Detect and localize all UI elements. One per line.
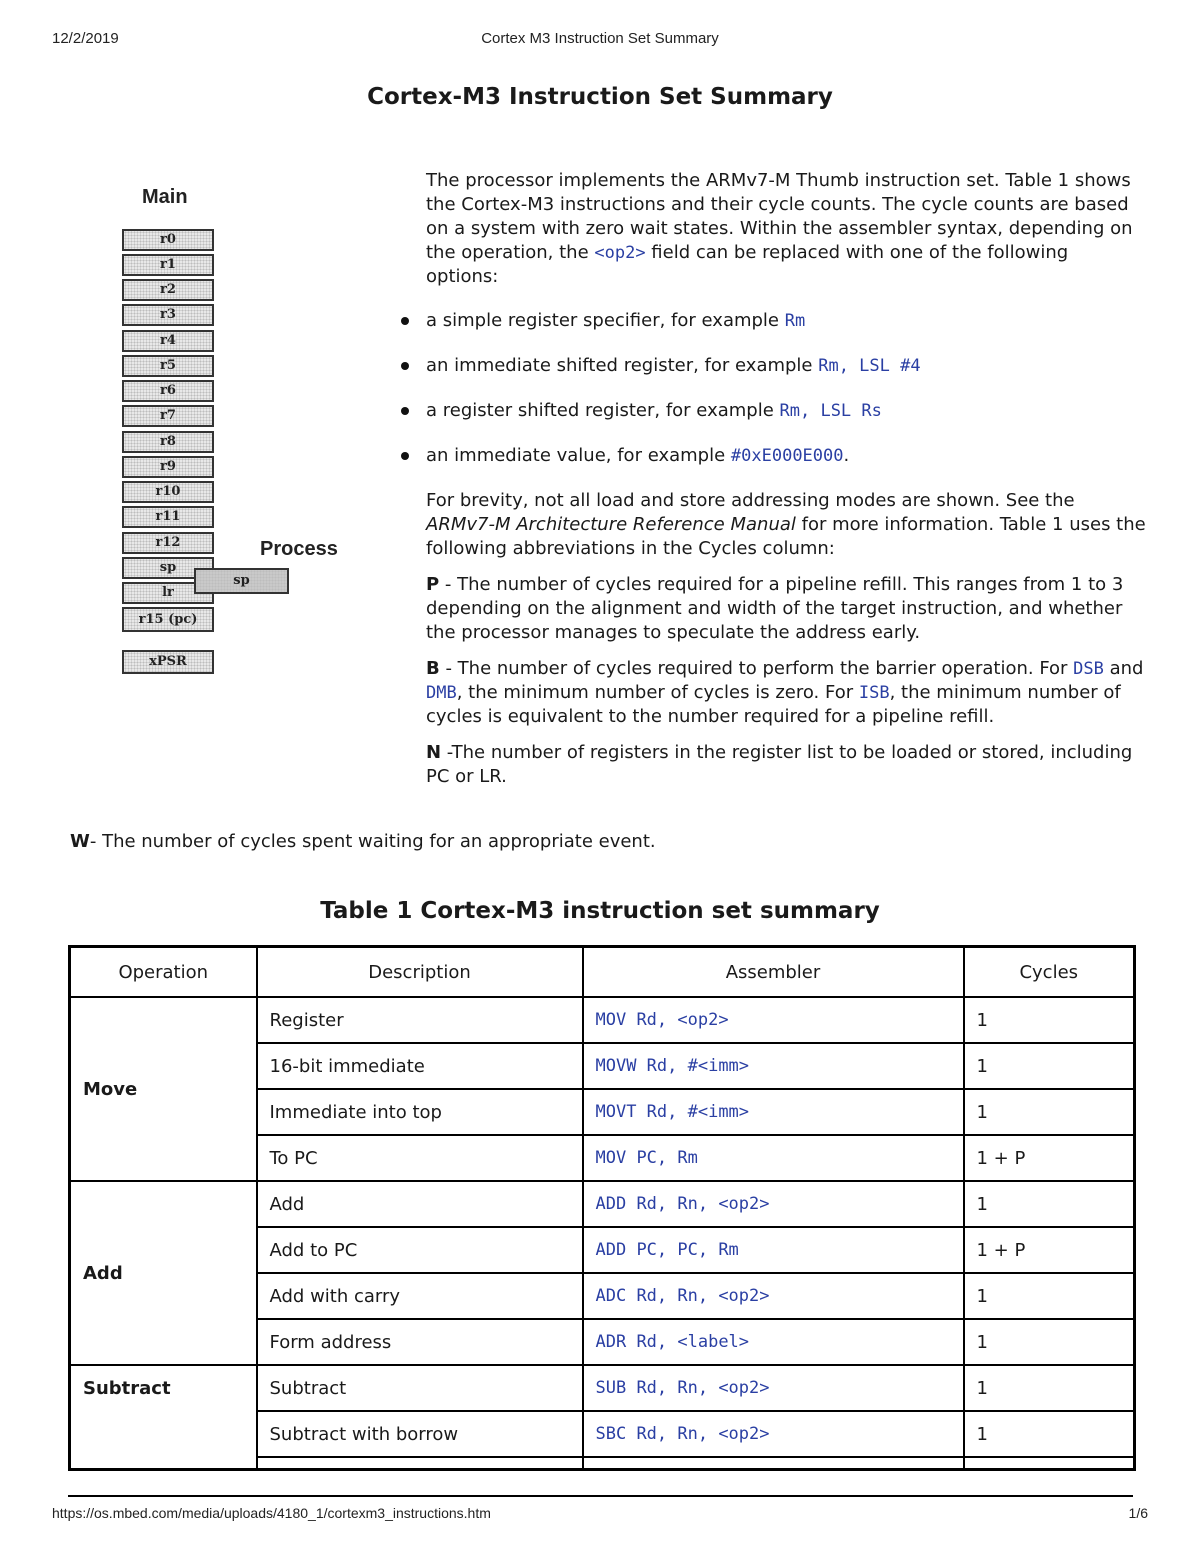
- bullet-code: #0xE000E000: [730, 446, 844, 466]
- register-r2: r2: [122, 279, 214, 301]
- assembler-cell: MOVT Rd, #<imm>: [583, 1089, 964, 1135]
- assembler-cell: ADR Rd, <label>: [583, 1319, 964, 1365]
- register-r9: r9: [122, 456, 214, 478]
- manual-title: ARMv7-M Architecture Reference Manual: [426, 514, 796, 535]
- abbr-p: [426, 573, 1146, 645]
- bullet-icon: [401, 317, 409, 325]
- assembler-cell: MOVW Rd, #<imm>: [583, 1043, 964, 1089]
- description-cell: Add with carry: [257, 1273, 583, 1319]
- isb-code: ISB: [858, 683, 890, 703]
- abbr-n: [426, 741, 1146, 789]
- description-cell: Add: [257, 1181, 583, 1227]
- header-assembler: Assembler: [583, 947, 964, 998]
- assembler-cell: ADD Rd, Rn, <op2>: [583, 1181, 964, 1227]
- abbr-w-text: - The number of cycles spent waiting for an appropriate event.: [89, 831, 656, 852]
- list-item: [426, 444, 1146, 468]
- list-item: [426, 399, 1146, 423]
- register-r6: r6: [122, 380, 214, 402]
- abbr-b-text: , the minimum number of cycles is equivalent to the number required for a pipeline refill.: [426, 682, 1121, 727]
- cycles-cell: 1: [964, 1181, 1135, 1227]
- intro-paragraph: [426, 169, 1146, 289]
- bullet-icon: [401, 452, 409, 460]
- register-lr: lr: [122, 582, 214, 604]
- register-sp-main: sp: [122, 557, 214, 579]
- process-label: Process: [260, 538, 338, 560]
- description-cell: Immediate into top: [257, 1089, 583, 1135]
- brevity-text-a: For brevity, not all load and store addressing modes are shown. See the: [426, 490, 1075, 511]
- dmb-code: DMB: [426, 683, 457, 703]
- cycles-cell: 1: [964, 997, 1135, 1043]
- abbr-b: [426, 657, 1146, 729]
- bullet-icon: [401, 407, 409, 415]
- table-header-row: [70, 947, 1135, 998]
- description-cell: Register: [257, 997, 583, 1043]
- bullet-code: Rm, LSL #4: [818, 356, 921, 376]
- print-header: [52, 30, 1148, 50]
- bullet-text: a simple register specifier, for example: [426, 310, 785, 331]
- register-r4: r4: [122, 330, 214, 352]
- page-break-line: [68, 1495, 1133, 1497]
- bullet-tail: .: [843, 445, 850, 466]
- abbr-b-label: B: [426, 658, 440, 679]
- description-cell: Add to PC: [257, 1227, 583, 1273]
- continued-cell: [257, 1457, 583, 1470]
- operation-add: Add: [70, 1181, 257, 1365]
- bullet-code: Rm, LSL Rs: [779, 401, 882, 421]
- header-description: Description: [257, 947, 583, 998]
- bullet-text: a register shifted register, for example: [426, 400, 780, 421]
- intro-text-a: The processor implements the ARMv7-M Thumb instruction set. Table 1 shows the Cortex-M3 instructions and their cycle counts. The cycle counts are based on a system with zero wait states. Within the assembler syntax, depending on the operation, the: [426, 170, 1133, 263]
- list-item: [426, 309, 1146, 333]
- brevity-text-b: for more information. Table 1 uses the following abbreviations in the Cycles column:: [426, 514, 1146, 559]
- cycles-cell: 1: [964, 1365, 1135, 1411]
- bullet-text: an immediate value, for example: [426, 445, 731, 466]
- register-r5: r5: [122, 355, 214, 377]
- assembler-cell: SBC Rd, Rn, <op2>: [583, 1411, 964, 1457]
- cycles-cell: 1: [964, 1043, 1135, 1089]
- abbr-n-label: N: [426, 742, 442, 763]
- abbr-b-text: - The number of cycles required to perform the barrier operation. For: [439, 658, 1074, 679]
- abbr-w: [70, 830, 656, 854]
- cycles-cell: 1 + P: [964, 1135, 1135, 1181]
- brevity-paragraph: [426, 489, 1146, 561]
- page-url: https://os.mbed.com/media/uploads/4180_1/cortexm3_instructions.htm: [52, 1505, 491, 1521]
- abbr-p-text: - The number of cycles required for a pipeline refill. This ranges from 1 to 3 depending on the alignment and width of the target instruction, and whether the processor manages to speculate the address early.: [426, 574, 1124, 643]
- intro-text-b: field can be replaced with one of the following options:: [426, 242, 1069, 287]
- register-r7: r7: [122, 405, 214, 427]
- register-r0: r0: [122, 229, 214, 251]
- intro-section: [426, 169, 1146, 789]
- description-cell: Subtract with borrow: [257, 1411, 583, 1457]
- table-title: Table 1 Cortex-M3 instruction set summary: [320, 898, 880, 924]
- header-cycles: Cycles: [964, 947, 1135, 998]
- register-pc: r15 (pc): [122, 607, 214, 632]
- register-xpsr: xPSR: [122, 650, 214, 674]
- document-title: Cortex-M3 Instruction Set Summary: [367, 84, 833, 110]
- table-row: [70, 997, 1135, 1043]
- assembler-cell: ADC Rd, Rn, <op2>: [583, 1273, 964, 1319]
- operation-subtract: Subtract: [70, 1365, 257, 1470]
- continued-cell: [964, 1457, 1135, 1470]
- register-r8: r8: [122, 431, 214, 453]
- operation-move: Move: [70, 997, 257, 1181]
- assembler-cell: SUB Rd, Rn, <op2>: [583, 1365, 964, 1411]
- dsb-code: DSB: [1073, 659, 1104, 679]
- register-r1: r1: [122, 254, 214, 276]
- bullet-code: Rm: [784, 311, 806, 331]
- register-r3: r3: [122, 304, 214, 326]
- table-row: [70, 1181, 1135, 1227]
- abbr-b-text: and: [1103, 658, 1144, 679]
- continued-cell: [583, 1457, 964, 1470]
- instruction-table: [68, 945, 1136, 1471]
- abbr-b-text: , the minimum number of cycles is zero. For: [456, 682, 859, 703]
- description-cell: Form address: [257, 1319, 583, 1365]
- bullet-icon: [401, 362, 409, 370]
- cycles-cell: 1: [964, 1411, 1135, 1457]
- abbr-p-label: P: [426, 574, 440, 595]
- assembler-cell: MOV Rd, <op2>: [583, 997, 964, 1043]
- list-item: [426, 354, 1146, 378]
- register-diagram: [110, 180, 370, 680]
- cycles-cell: 1: [964, 1273, 1135, 1319]
- bullet-text: an immediate shifted register, for example: [426, 355, 819, 376]
- op2-options-list: [426, 309, 1146, 468]
- assembler-cell: MOV PC, Rm: [583, 1135, 964, 1181]
- main-label: Main: [142, 186, 188, 208]
- register-r12: r12: [122, 532, 214, 554]
- abbr-w-label: W: [70, 831, 90, 852]
- page-number: 1/6: [1128, 1505, 1148, 1521]
- abbr-n-text: -The number of registers in the register list to be loaded or stored, including PC or LR.: [426, 742, 1133, 787]
- register-r11: r11: [122, 506, 214, 528]
- header-operation: Operation: [70, 947, 257, 998]
- cycles-cell: 1 + P: [964, 1227, 1135, 1273]
- print-footer: [52, 1505, 1148, 1525]
- register-r10: r10: [122, 481, 214, 503]
- table-row: [70, 1365, 1135, 1411]
- cycles-cell: 1: [964, 1089, 1135, 1135]
- cycles-cell: 1: [964, 1319, 1135, 1365]
- description-cell: To PC: [257, 1135, 583, 1181]
- op2-code: <op2>: [594, 243, 646, 263]
- description-cell: Subtract: [257, 1365, 583, 1411]
- description-cell: 16-bit immediate: [257, 1043, 583, 1089]
- register-sp-process: sp: [194, 568, 289, 594]
- assembler-cell: ADD PC, PC, Rm: [583, 1227, 964, 1273]
- print-date: 12/2/2019: [52, 30, 119, 47]
- print-title: Cortex M3 Instruction Set Summary: [481, 30, 719, 47]
